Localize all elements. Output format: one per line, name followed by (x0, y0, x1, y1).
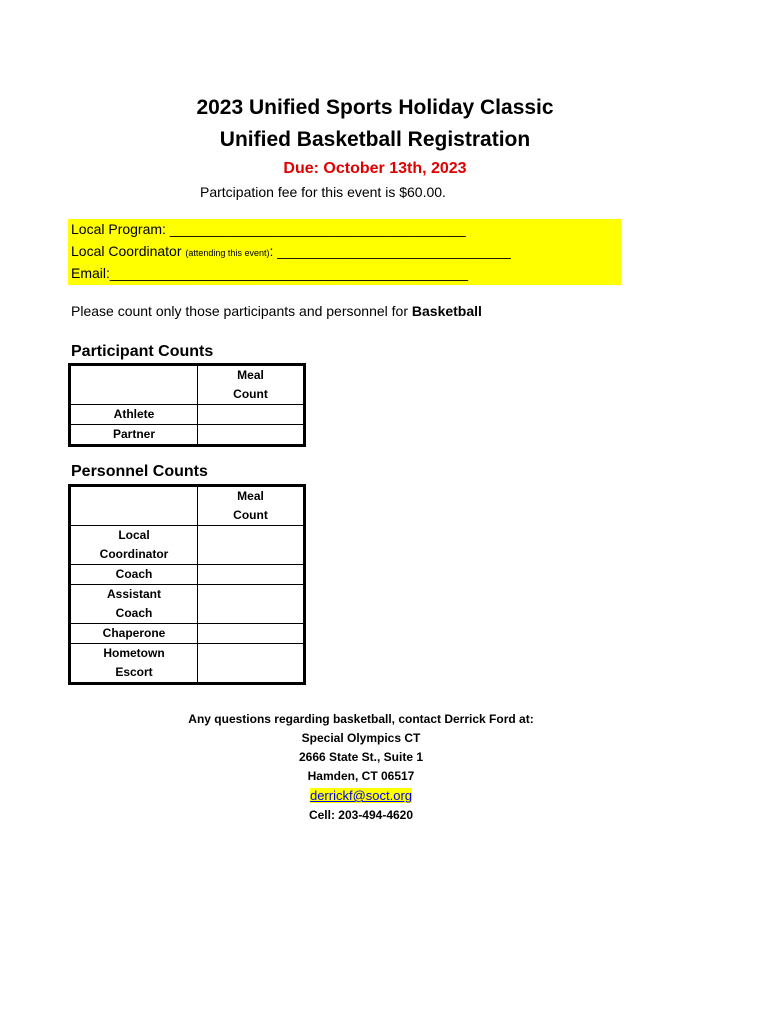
meal-count-cell[interactable] (198, 526, 305, 565)
meal-count-cell[interactable] (198, 624, 305, 644)
contact-line-2: Special Olympics CT (301, 731, 421, 745)
note-bold: Basketball (411, 303, 482, 319)
contact-email-link[interactable]: derrickf@soct.org (309, 788, 413, 803)
table-row (70, 624, 305, 644)
due-date: Due: October 13th, 2023 (283, 160, 467, 177)
coordinator-label: Local Coordinator (71, 243, 186, 259)
table-row (70, 565, 305, 585)
participant-counts-heading: Participant Counts (71, 343, 214, 360)
table-row (70, 526, 305, 565)
meal-count-header: Meal Count (198, 486, 305, 526)
fee-text: Partcipation fee for this event is $60.00. (200, 184, 446, 200)
table-row (70, 585, 305, 624)
meal-count-cell[interactable] (198, 565, 305, 585)
local-coordinator-field[interactable] (71, 243, 511, 259)
meal-count-cell[interactable] (198, 585, 305, 624)
local-program-field[interactable]: Local Program: ______________________________________ (71, 221, 466, 237)
meal-count-cell[interactable] (198, 425, 305, 446)
meal-count-cell[interactable] (198, 644, 305, 684)
title-line-1: 2023 Unified Sports Holiday Classic (196, 96, 554, 119)
row-label: Coach (70, 565, 198, 585)
contact-line-3: 2666 State St., Suite 1 (298, 750, 424, 764)
row-label: Hometown Escort (70, 644, 198, 684)
header-blank-cell (70, 365, 198, 405)
table-header-row (70, 486, 305, 526)
contact-line-4: Hamden, CT 06517 (307, 769, 415, 783)
personnel-table (68, 484, 306, 685)
personnel-counts-heading: Personnel Counts (71, 463, 208, 480)
table-row (70, 425, 305, 446)
table-row (70, 644, 305, 684)
coordinator-line: : ______________________________ (269, 243, 511, 259)
row-label: Partner (70, 425, 198, 446)
email-field[interactable]: Email:______________________________________________ (71, 265, 469, 281)
instruction-note (71, 303, 482, 319)
contact-cell: Cell: 203-494-4620 (308, 808, 414, 822)
participant-table (68, 363, 306, 447)
meal-count-header: Meal Count (198, 365, 305, 405)
row-label: Assistant Coach (70, 585, 198, 624)
table-row (70, 405, 305, 425)
coordinator-note: (attending this event) (185, 248, 270, 258)
meal-count-cell[interactable] (198, 405, 305, 425)
note-text: Please count only those participants and personnel for (71, 303, 412, 319)
row-label: Local Coordinator (70, 526, 198, 565)
header-blank-cell (70, 486, 198, 526)
row-label: Chaperone (70, 624, 198, 644)
contact-line-1: Any questions regarding basketball, contact Derrick Ford at: (188, 712, 534, 726)
title-line-2: Unified Basketball Registration (219, 128, 531, 151)
row-label: Athlete (70, 405, 198, 425)
contact-block (0, 710, 722, 825)
table-header-row (70, 365, 305, 405)
